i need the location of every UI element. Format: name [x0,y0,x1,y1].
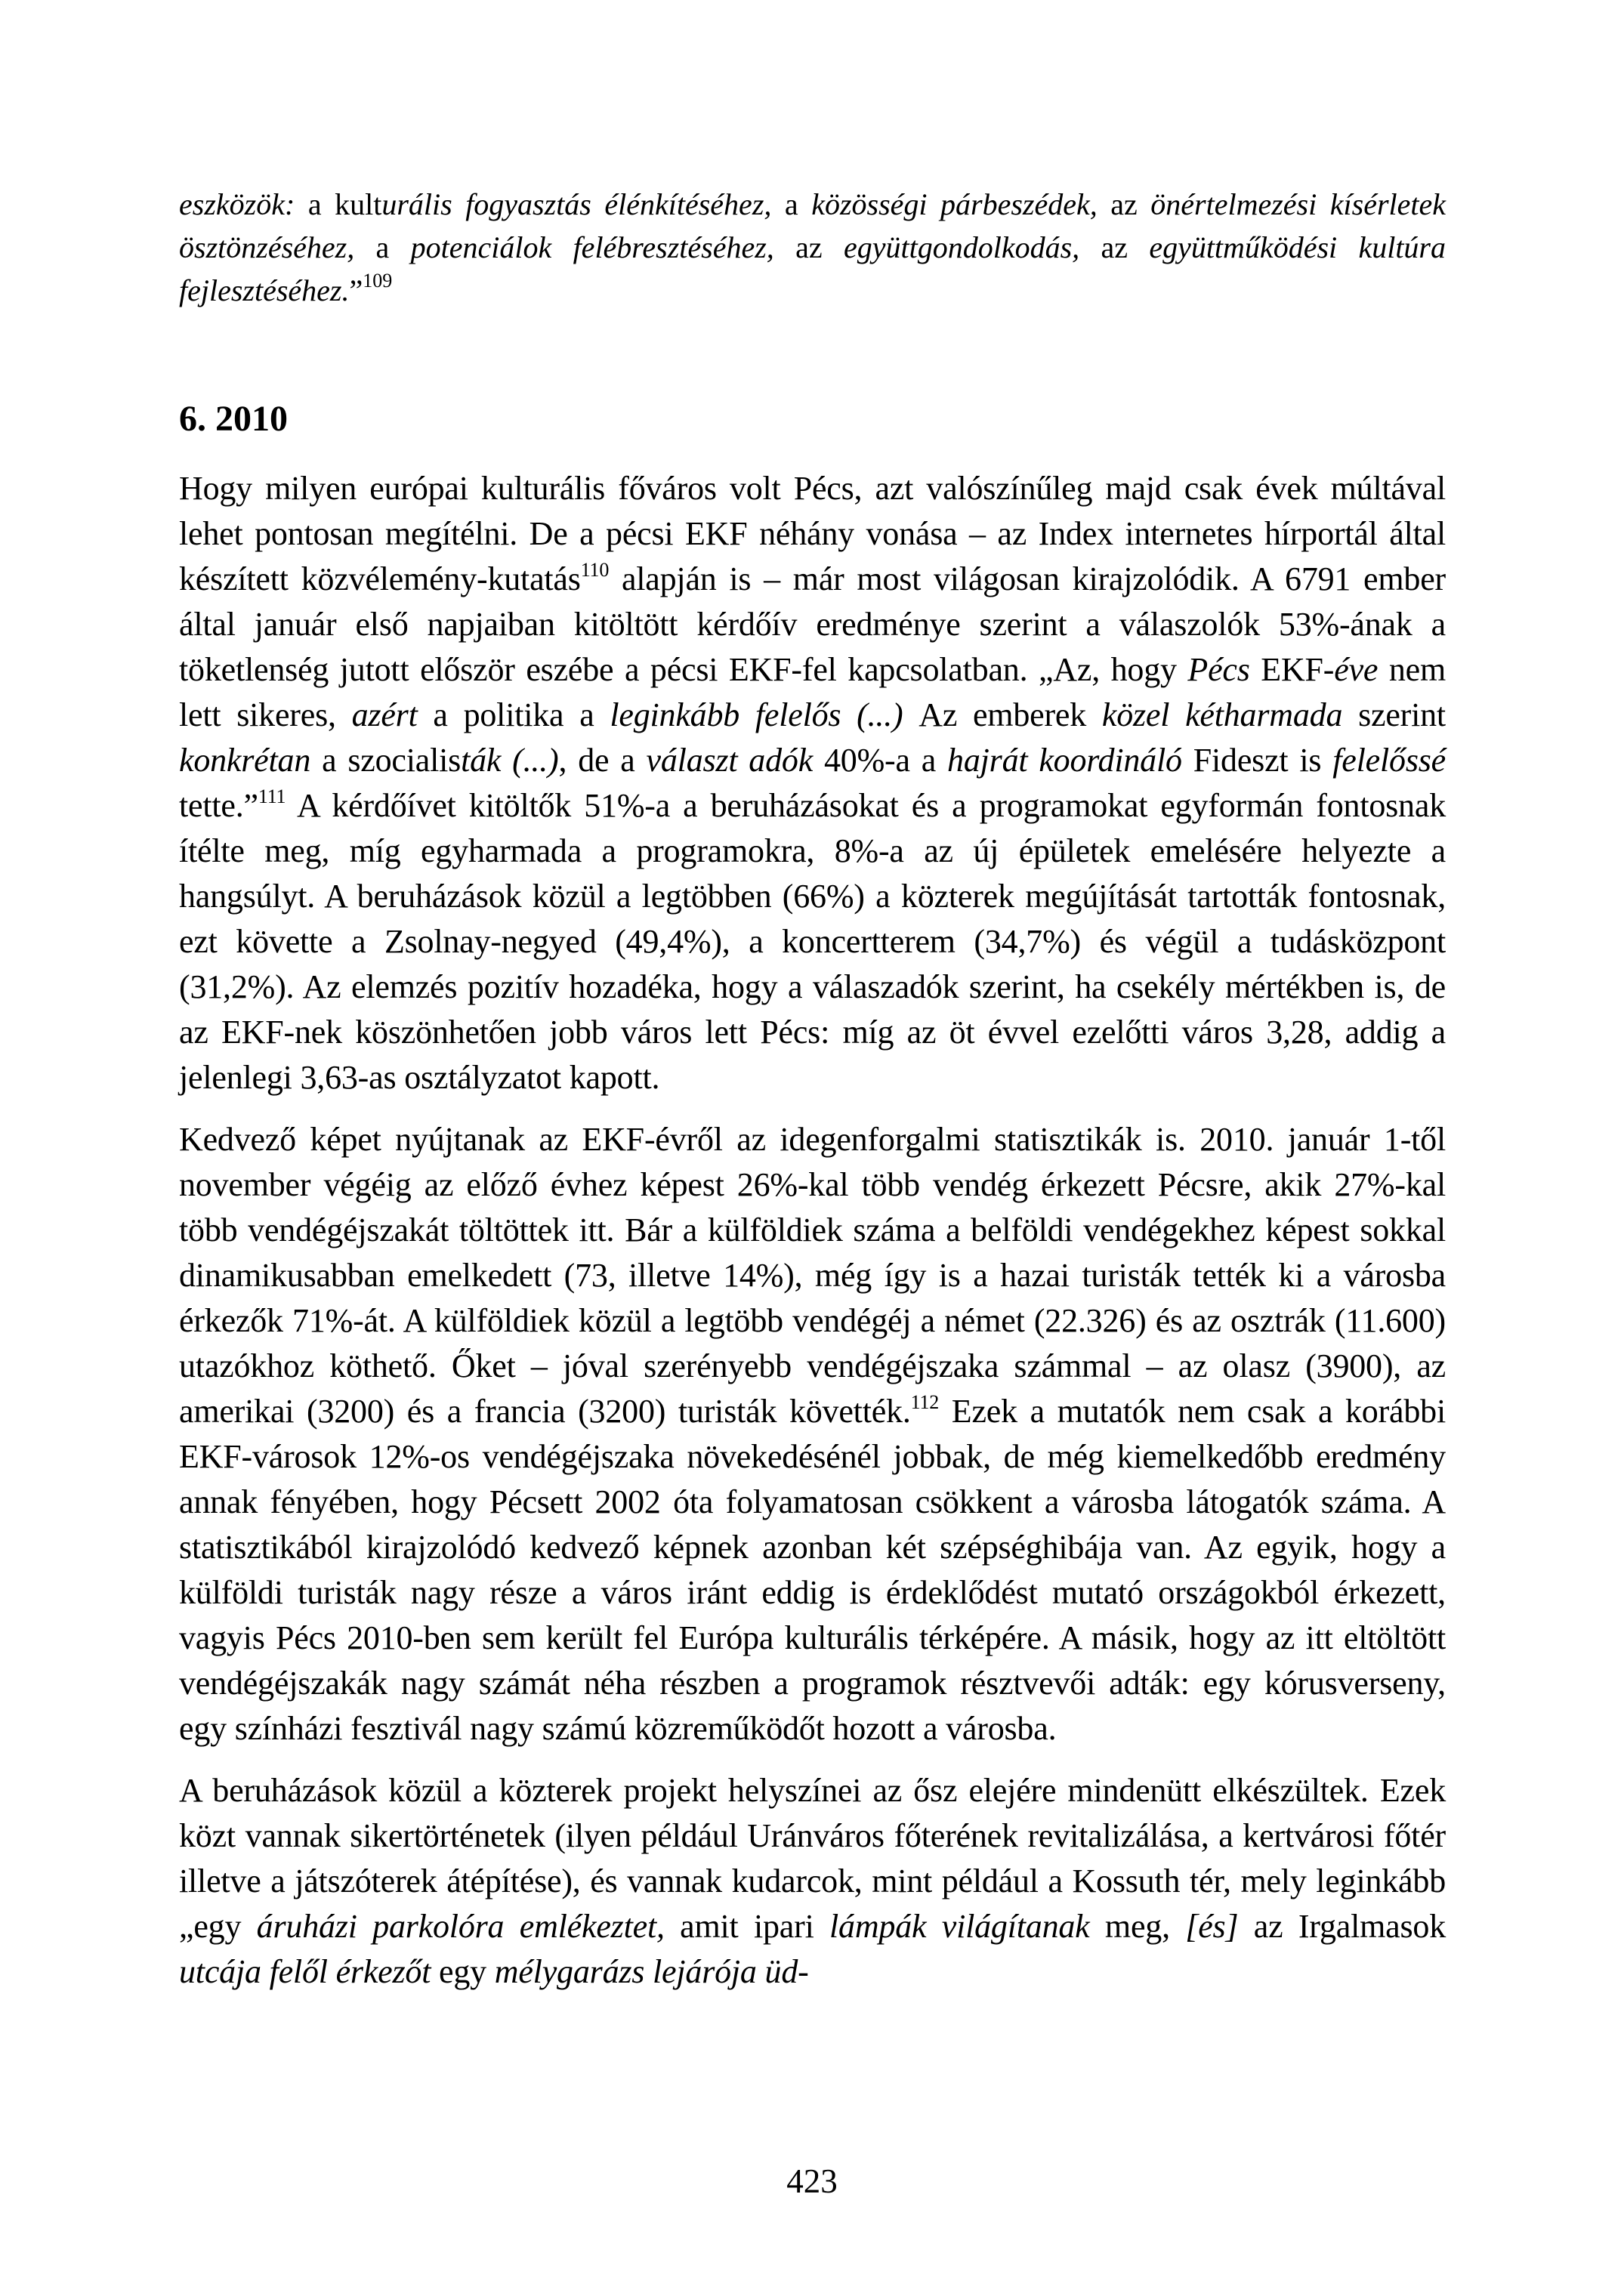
paragraph-1: Hogy milyen európai kulturális főváros volt Pécs, azt valószínűleg majd csak évek múltával lehet pontosan megítélni. De a pécsi EKF néhány vonása – az Index internetes hírportál által készített közvélemény-kutatás$^{110}$ alapján is – már most világosan kirajzolódik. A 6791 ember által január első napjaiban kitöltött kérdőív eredménye szerint a válaszolók 53%-ának a töketlenség jutott először eszébe a pécsi EKF-fel kapcsolatban. „Az, hogy Pécs EKF-éve nem lett sikeres, azért a politika a leginkább felelős (...) Az emberek közel kétharmada szerint konkrétan a szocialisták (...), de a választ adók 40%-a a hajrát koordináló Fideszt is felelőssé tette.”$^{111}$ A kérdőívet kitöltők 51%-a a beruházásokat és a programokat egyformán fontosnak ítélte meg, míg egyharmada a programokra, 8%-a az új épületek emelésére helyezte a hangsúlyt. A beruházások közül a legtöbben (66%) a közterek megújítását tartották fontosnak, ezt követte a Zsolnay-negyed (49,4%), a koncertterem (34,7%) és végül a tudásközpont (31,2%). Az elemzés pozitív hozadéka, hogy a válaszadók szerint, ha csekély mértékben is, de az EKF-nek köszönhetően jobb város lett Pécs: míg az öt évvel ezelőtti város 3,28, addig a jelenlegi 3,63-as osztályzatot kapott. [179,470,1446,1096]
paragraph-3: A beruházások közül a közterek projekt helyszínei az ősz elejére mindenütt elkészültek. Ezek közt vannak sikertörténetek (ilyen például Uránváros főterének revitalizálása, a kertvárosi főtér illetve a játszóterek átépítése), és vannak kudarcok, mint például a Kossuth tér, mely leginkább „egy áruházi parkolóra emlékeztet, amit ipari lámpák világítanak meg, [és] az Irgalmasok utcája felől érkezőt egy mélygarázs lejárója üd- [179,1772,1446,1990]
page-number: 423 [786,2162,838,2200]
section-heading: 6. 2010 [179,399,288,439]
page-content [179,183,1446,1995]
block-quote: eszközök: a kulturális fogyasztás élénkítéséhez, a közösségi párbeszédek, az önértelmezési kísérletek ösztönzéséhez, a potenciálok felébresztéséhez, az együttgondolkodás, az együttműködési kultúra fejlesztéséhez.”$^{109}$ [179,187,1446,307]
paragraph-2: Kedvező képet nyújtanak az EKF-évről az idegenforgalmi statisztikák is. 2010. január 1-től november végéig az előző évhez képest 26%-kal több vendég érkezett Pécsre, akik 27%-kal több vendégéjszakát töltöttek itt. Bár a külföldiek száma a belföldi vendégekhez képest sokkal dinamikusabban emelkedett (73, illetve 14%), még így is a hazai turisták tették ki a városba érkezők 71%-át. A külföldiek közül a legtöbb vendégéj a német (22.326) és az osztrák (11.600) utazókhoz köthető. Őket – jóval szerényebb vendégéjszaka számmal – az olasz (3900), az amerikai (3200) és a francia (3200) turisták követték.$^{112}$ Ezek a mutatók nem csak a korábbi EKF-városok 12%-os vendégéjszaka növekedésénél jobbak, de még kiemelkedőbb eredmény annak fényében, hogy Pécsett 2002 óta folyamatosan csökkent a városba látogatók száma. A statisztikából kirajzolódó kedvező képnek azonban két szépséghibája van. Az egyik, hogy a külföldi turisták nagy része a város iránt eddig is érdeklődést mutató országokból érkezett, vagyis Pécs 2010-ben sem került fel Európa kulturális térképére. A másik, hogy az itt eltöltött vendégéjszakák nagy számát néha részben a programok résztvevői adták: egy kórusverseny, egy színházi fesztivál nagy számú közreműködőt hozott a városba. [179,1121,1446,1747]
